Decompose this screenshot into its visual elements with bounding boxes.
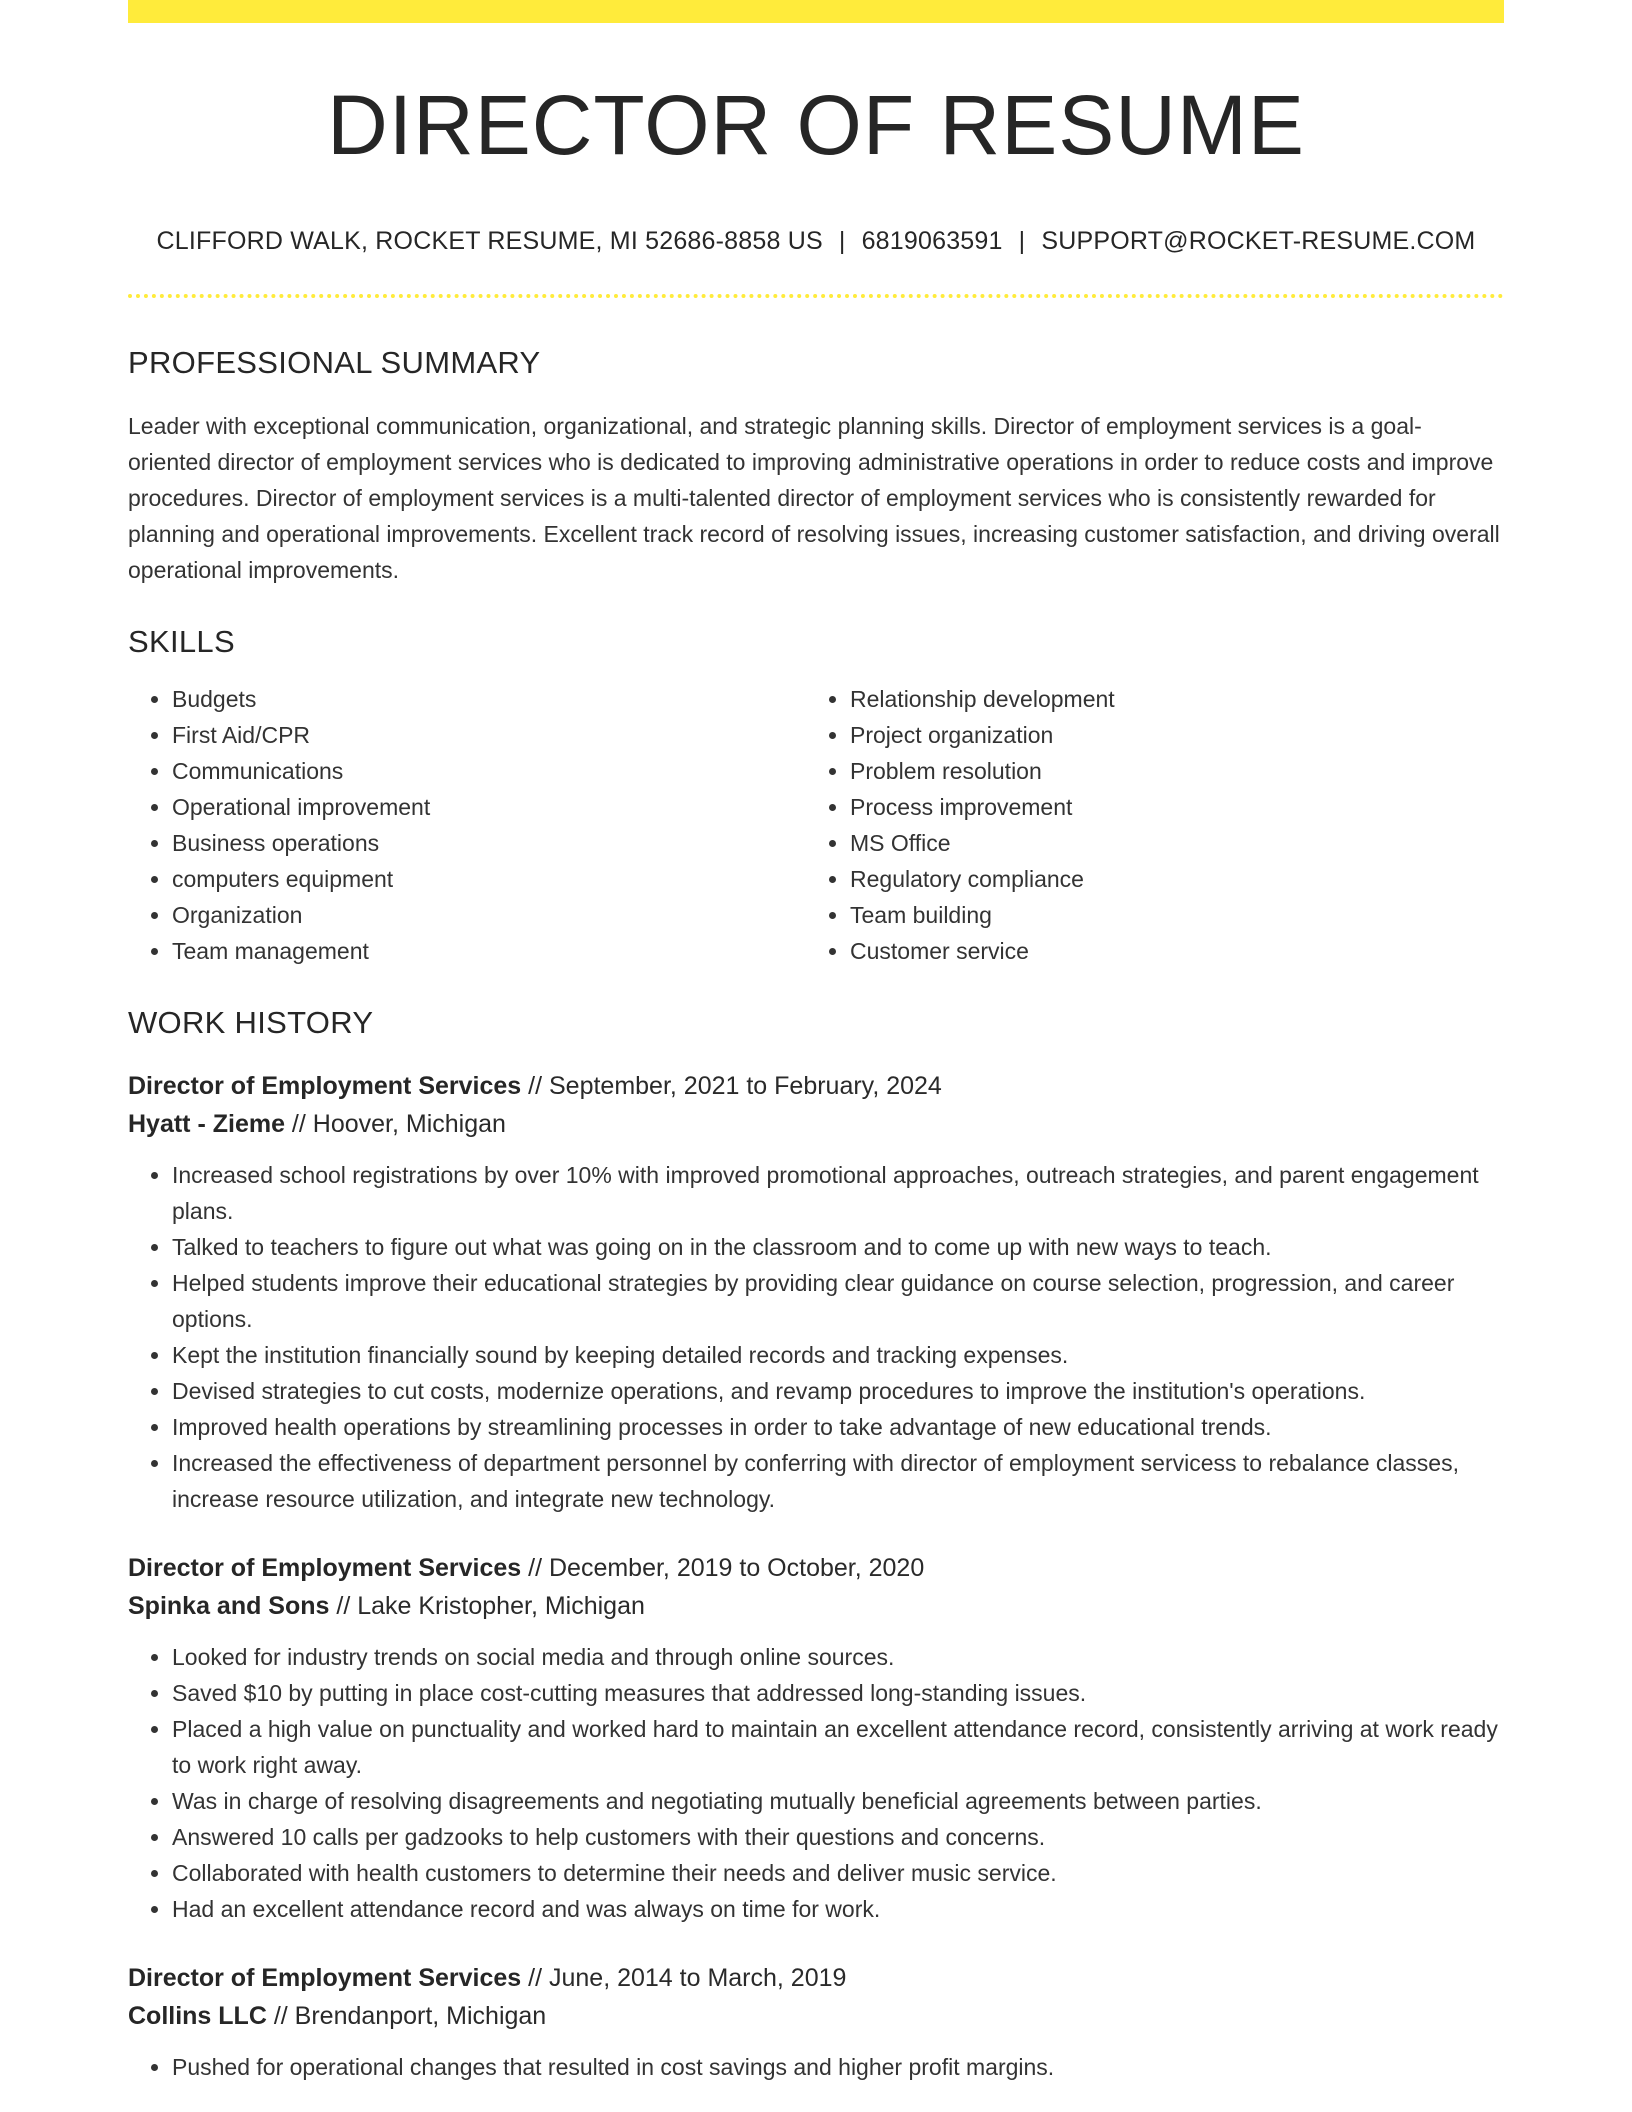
job-bullet: • Saved $10 by putting in place cost-cutting measures that addressed long-standing issues. [172,1675,1504,1711]
contact-address: CLIFFORD WALK, ROCKET RESUME, MI 52686-8858 US [156,227,823,255]
job-company-line [128,1105,1504,1143]
job-company: Collins LLC [128,2002,267,2030]
job-bullet: • Kept the institution financially sound by keeping detailed records and tracking expenses. [172,1337,1504,1373]
job-role: Director of Employment Services [128,1072,522,1100]
skill-item: • computers equipment [172,861,806,897]
skills-column-left [128,681,806,969]
job-location: // Brendanport, Michigan [266,2002,547,2030]
summary-text: Leader with exceptional communication, organizational, and strategic planning skills. Director of employment services is a goal-oriented director of employment services who is dedicated to improving administrative operations in order to reduce costs and improve procedures. Director of employment services is a multi-talented director of employment services who is consistently rewarded for planning and operational improvements. Excellent track record of resolving issues, increasing customer satisfaction, and driving overall operational improvements. [128,413,1500,583]
job-title-line [128,1549,1504,1587]
job-bullet: • Was in charge of resolving disagreements and negotiating mutually beneficial agreements between parties. [172,1783,1504,1819]
job-role: Director of Employment Services [128,1554,522,1582]
contact-email: SUPPORT@ROCKET-RESUME.COM [1041,227,1476,255]
accent-top-bar [128,0,1504,23]
job-company: Hyatt - Zieme [128,1110,285,1138]
skill-item: • Regulatory compliance [850,861,1484,897]
contact-line [128,227,1504,256]
job-bullet: • Talked to teachers to figure out what was going on in the classroom and to come up with new ways to teach. [172,1229,1504,1265]
skill-item: • Customer service [850,933,1484,969]
section-title-summary: PROFESSIONAL SUMMARY [128,345,541,380]
job-entry [128,1959,1504,2085]
skills-column-right [806,681,1484,969]
job-bullets [128,1157,1504,1517]
job-bullet: • Answered 10 calls per gadzooks to help customers with their questions and concerns. [172,1819,1504,1855]
skill-item: • MS Office [850,825,1484,861]
section-title-skills: SKILLS [128,624,235,659]
job-company-line [128,1997,1504,2035]
job-title-line [128,1959,1504,1997]
skill-item: • Project organization [850,717,1484,753]
resume-page [128,0,1504,2085]
job-dates: // June, 2014 to March, 2019 [521,1964,847,1992]
skill-item: • Business operations [172,825,806,861]
skill-item: • Process improvement [850,789,1484,825]
job-role: Director of Employment Services [128,1964,522,1992]
skills-list [128,681,1504,969]
job-bullet: • Pushed for operational changes that resulted in cost savings and higher profit margins. [172,2049,1504,2085]
job-entry [128,1067,1504,1517]
job-location: // Lake Kristopher, Michigan [329,1592,645,1620]
skill-item: • Team management [172,933,806,969]
contact-separator: | [838,227,846,255]
job-bullet: • Helped students improve their educational strategies by providing clear guidance on course selection, progression, and career options. [172,1265,1504,1337]
job-dates: // December, 2019 to October, 2020 [521,1554,925,1582]
contact-separator: | [1018,227,1026,255]
skill-item: • First Aid/CPR [172,717,806,753]
skill-item: • Relationship development [850,681,1484,717]
job-bullets [128,1639,1504,1927]
job-dates: // September, 2021 to February, 2024 [521,1072,942,1100]
job-bullet: • Looked for industry trends on social media and through online sources. [172,1639,1504,1675]
job-company: Spinka and Sons [128,1592,330,1620]
job-bullet: • Increased the effectiveness of department personnel by conferring with director of employment servicess to rebalance classes, increase resource utilization, and integrate new technology. [172,1445,1504,1517]
job-bullet: • Increased school registrations by over 10% with improved promotional approaches, outreach strategies, and parent engagement plans. [172,1157,1504,1229]
job-company-line [128,1587,1504,1625]
job-title-line [128,1067,1504,1105]
skill-item: • Operational improvement [172,789,806,825]
section-title-work-history: WORK HISTORY [128,1005,374,1040]
dotted-divider [128,294,1504,298]
skill-item: • Budgets [172,681,806,717]
job-bullet: • Collaborated with health customers to determine their needs and deliver music service. [172,1855,1504,1891]
job-bullet: • Had an excellent attendance record and was always on time for work. [172,1891,1504,1927]
skill-item: • Communications [172,753,806,789]
job-entry [128,1549,1504,1927]
contact-phone: 6819063591 [861,227,1003,255]
job-bullet: • Improved health operations by streamlining processes in order to take advantage of new educational trends. [172,1409,1504,1445]
skill-item: • Organization [172,897,806,933]
job-bullet: • Placed a high value on punctuality and worked hard to maintain an excellent attendance record, consistently arriving at work ready to work right away. [172,1711,1504,1783]
job-bullet: • Devised strategies to cut costs, modernize operations, and revamp procedures to improve the institution's operations. [172,1373,1504,1409]
job-bullets [128,2049,1504,2085]
resume-name: DIRECTOR OF RESUME [327,78,1305,172]
job-location: // Hoover, Michigan [284,1110,506,1138]
skill-item: • Team building [850,897,1484,933]
skill-item: • Problem resolution [850,753,1484,789]
